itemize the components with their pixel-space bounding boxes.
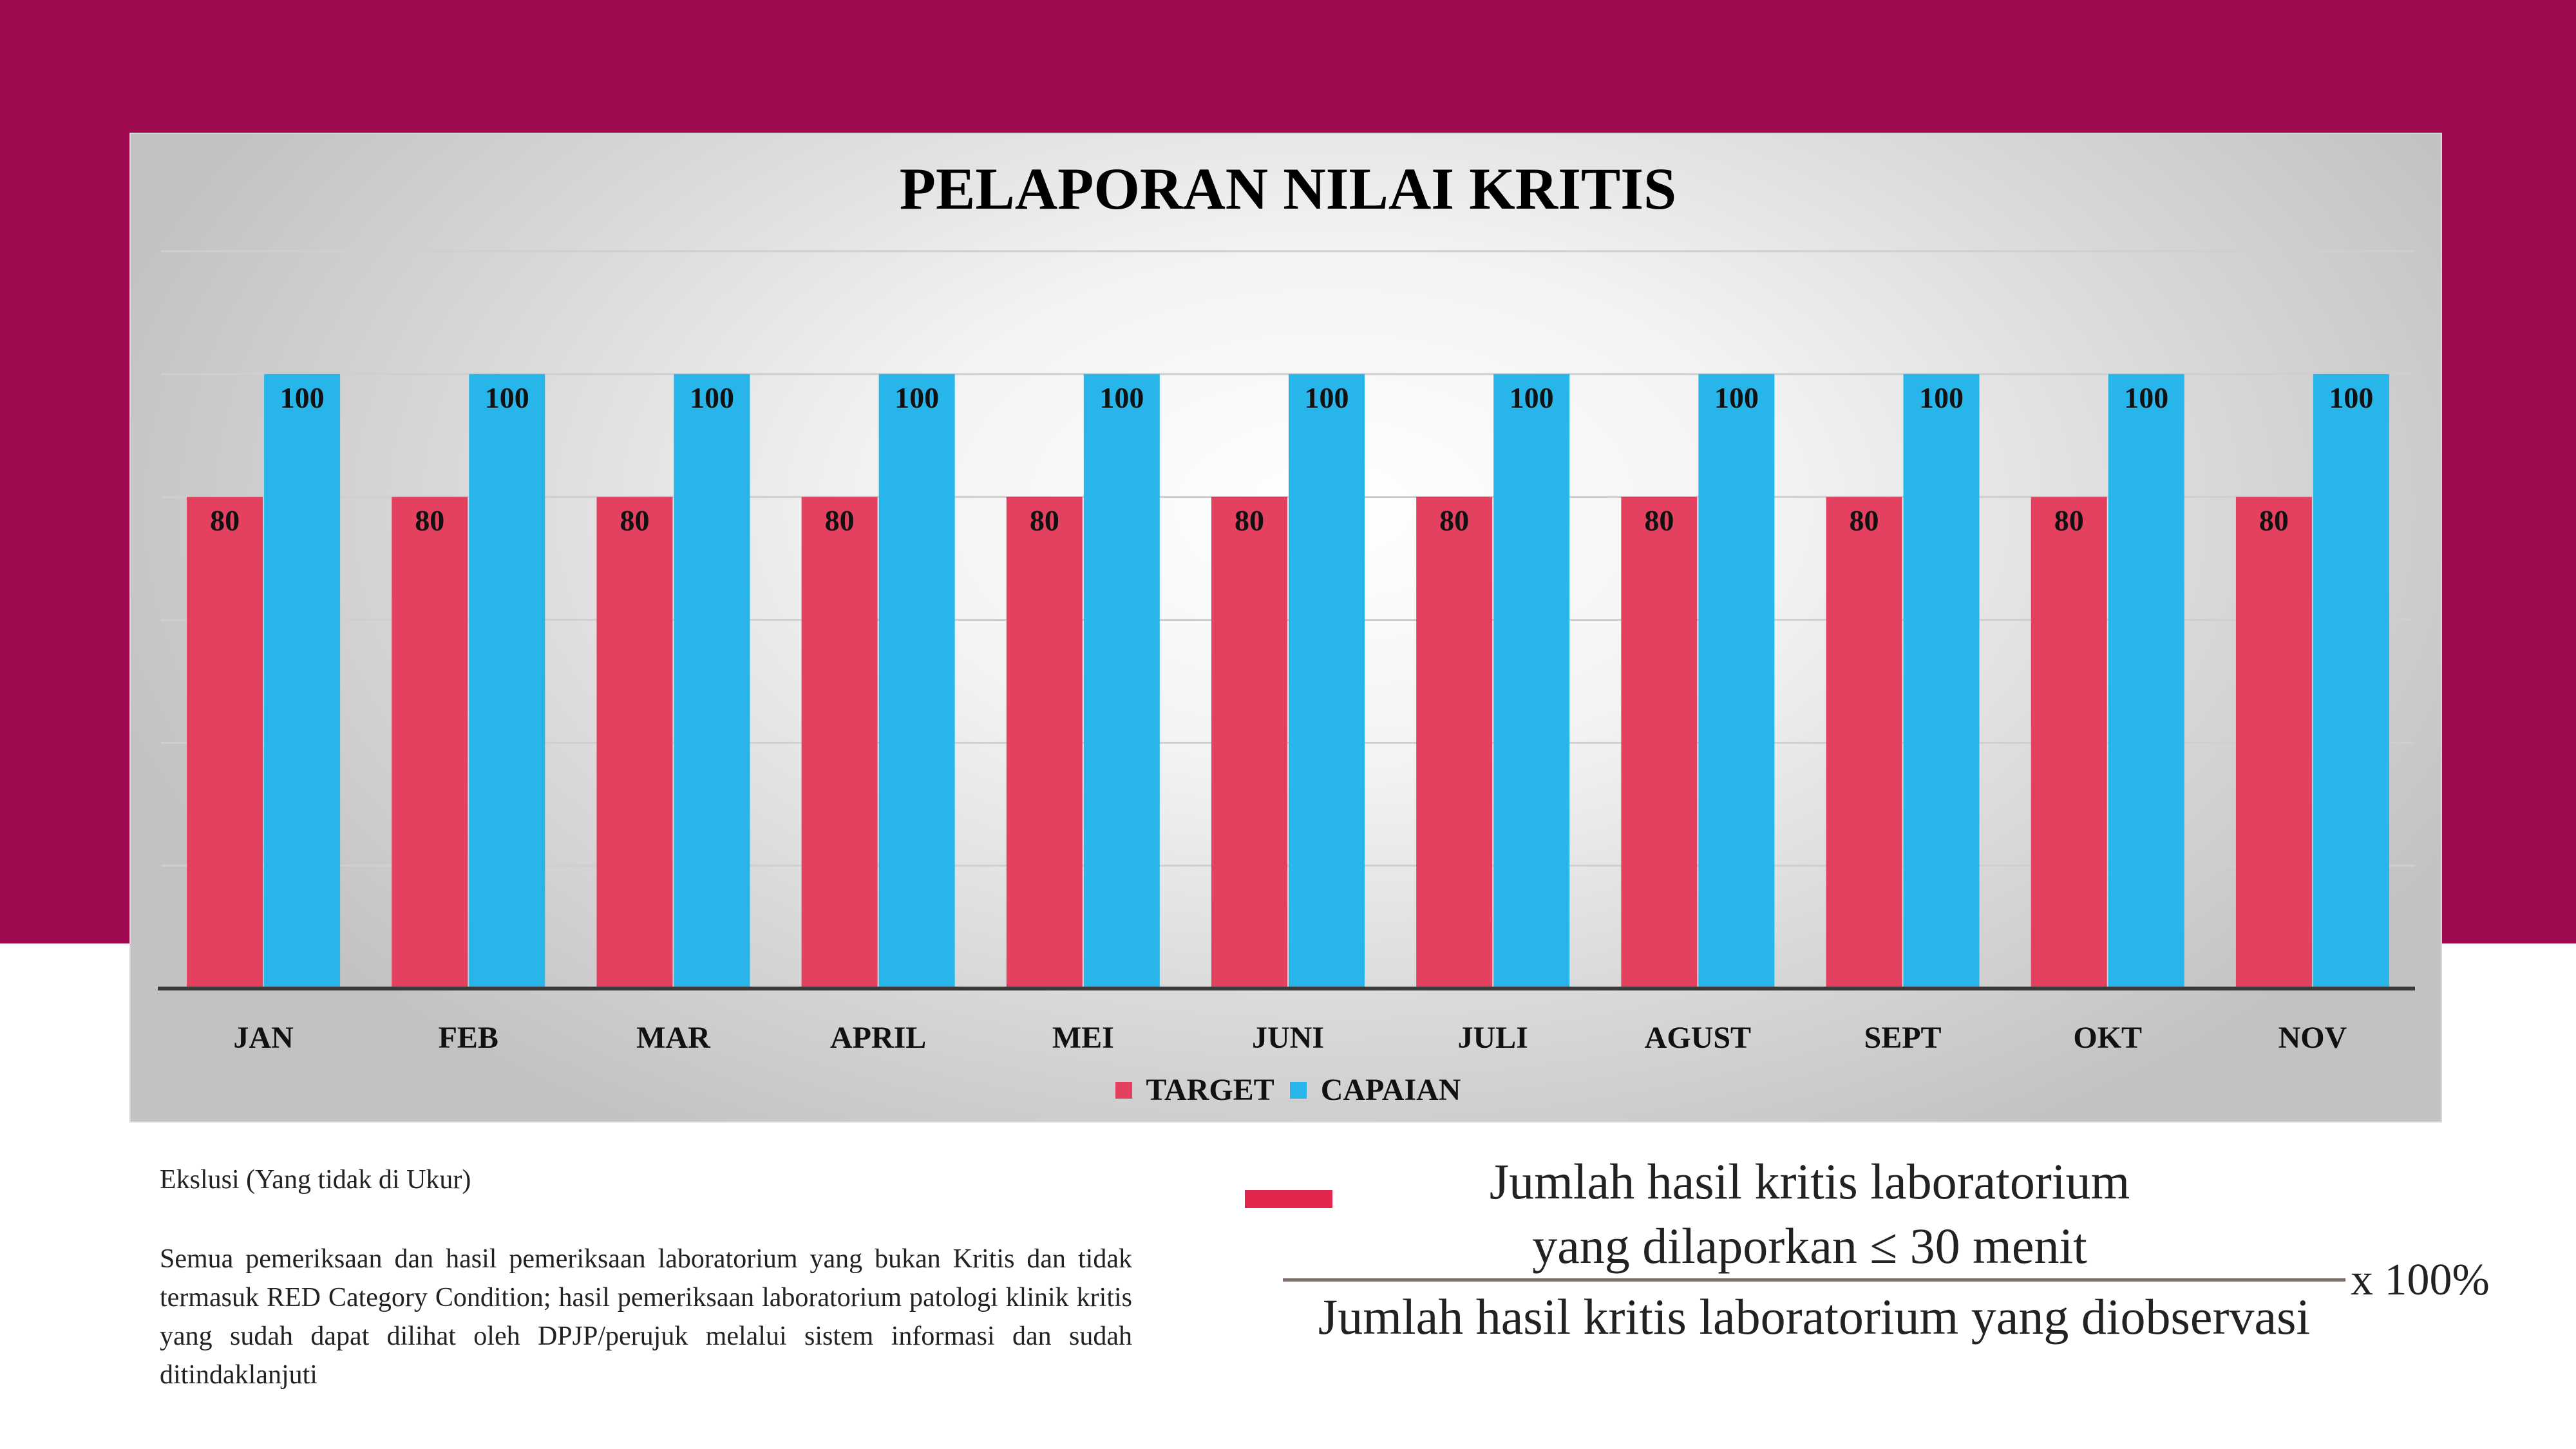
formula-denominator: Jumlah hasil kritis laboratorium yang diobservasi [1318, 1289, 2311, 1345]
bar-capaian [1084, 374, 1160, 989]
bar-capaian [1698, 374, 1774, 989]
bar-capaian [2108, 374, 2184, 989]
data-label-capaian: 100 [1304, 381, 1349, 414]
x-tick-label: FEB [438, 1021, 498, 1055]
legend-item-capaian [1290, 1072, 1461, 1108]
data-label-capaian: 100 [1714, 381, 1759, 414]
x-tick-label: JAN [233, 1021, 294, 1055]
data-label-capaian: 100 [1099, 381, 1144, 414]
legend-label-capaian: CAPAIAN [1320, 1073, 1461, 1107]
formula-numerator-line2: yang dilaporkan ≤ 30 menit [1532, 1218, 2087, 1274]
bar-target [1211, 497, 1287, 989]
data-label-target: 80 [1849, 504, 1879, 537]
bar-capaian [2313, 374, 2389, 989]
legend-item-target [1115, 1072, 1274, 1108]
data-label-capaian: 100 [1919, 381, 1964, 414]
data-label-capaian: 100 [484, 381, 529, 414]
x-tick-label: MAR [636, 1021, 710, 1055]
chart-title: PELAPORAN NILAI KRITIS [899, 156, 1677, 222]
x-tick-label: OKT [2073, 1021, 2143, 1055]
legend-swatch-target [1115, 1082, 1132, 1099]
data-label-capaian: 100 [689, 381, 734, 414]
bar-target [2236, 497, 2312, 989]
data-label-capaian: 100 [2124, 381, 2169, 414]
x-tick-label: APRIL [829, 1021, 927, 1055]
bar-capaian [1493, 374, 1569, 989]
bar-target [1007, 497, 1083, 989]
formula-numerator-line1: Jumlah hasil kritis laboratorium [1489, 1153, 2130, 1209]
bar-target [1826, 497, 1902, 989]
chart-legend [0, 1072, 2576, 1108]
bar-capaian [264, 374, 340, 989]
data-label-capaian: 100 [2329, 381, 2374, 414]
data-label-target: 80 [1644, 504, 1674, 537]
data-label-target: 80 [1439, 504, 1470, 537]
x-tick-label: MEI [1052, 1021, 1114, 1055]
x-tick-label: JUNI [1251, 1021, 1325, 1055]
legend-swatch-capaian [1290, 1082, 1307, 1099]
bar-capaian [674, 374, 750, 989]
data-label-capaian: 100 [895, 381, 940, 414]
bar-capaian [1289, 374, 1365, 989]
data-label-target: 80 [210, 504, 240, 537]
bar-target [2031, 497, 2107, 989]
data-label-capaian: 100 [279, 381, 325, 414]
data-label-capaian: 100 [1509, 381, 1554, 414]
legend-label-target: TARGET [1146, 1073, 1274, 1107]
data-label-target: 80 [415, 504, 445, 537]
formula-numerator [1307, 1150, 2312, 1278]
x-tick-label: AGUST [1644, 1021, 1752, 1055]
x-tick-label: NOV [2278, 1021, 2347, 1055]
bar-capaian [469, 374, 545, 989]
bar-target [1416, 497, 1492, 989]
bar-capaian [1904, 374, 1980, 989]
bar-capaian [879, 374, 955, 989]
data-label-target: 80 [824, 504, 855, 537]
exclusion-body: Semua pemeriksaan dan hasil pemeriksaan laboratorium yang bukan Kritis dan tidak termasuk RED Category Condition; hasil pemeriksaan laboratorium patologi klinik kritis yang sudah dapat dilihat oleh DPJP/perujuk melalui sistem informasi dan sudah ditindaklanjuti [160, 1244, 1132, 1390]
data-label-target: 80 [1235, 504, 1264, 537]
x-tick-label: JULI [1457, 1021, 1528, 1055]
data-label-target: 80 [620, 504, 650, 537]
x-tick-label: SEPT [1864, 1021, 1942, 1055]
data-label-target: 80 [2259, 504, 2289, 537]
bar-target [1621, 497, 1697, 989]
formula-multiplier: x 100% [2351, 1255, 2490, 1305]
bar-target [596, 497, 672, 989]
exclusion-title: Ekslusi (Yang tidak di Ukur) [160, 1165, 471, 1195]
bar-target [392, 497, 468, 989]
bar-target [802, 497, 878, 989]
bar-target [187, 497, 263, 989]
data-label-target: 80 [1029, 504, 1059, 537]
data-label-target: 80 [2054, 504, 2084, 537]
